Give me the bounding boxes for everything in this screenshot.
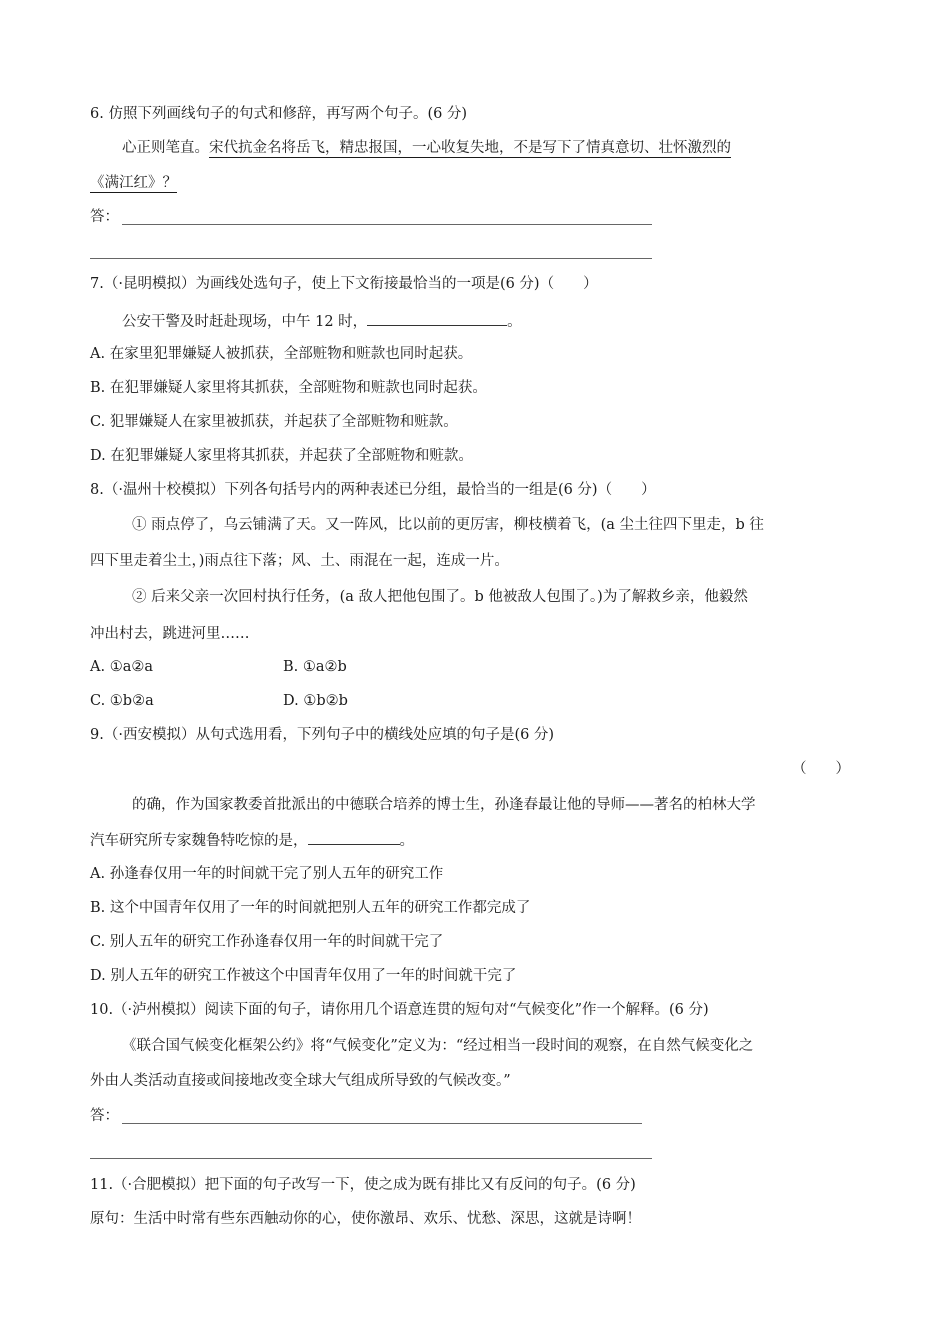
q8-option-a[interactable]: A. ①a②a: [90, 659, 153, 675]
q6-lead: 心正则笔直。: [122, 140, 209, 156]
q7-option-b[interactable]: B. 在犯罪嫌疑人家里将其抓获，全部赃物和赃款也同时起获。: [90, 380, 487, 396]
q10-context-2: 外由人类活动直接或间接地改变全球大气组成所导致的气候改变。”: [90, 1073, 511, 1089]
q9-blank[interactable]: [308, 830, 400, 845]
q10-answer-label: 答：: [90, 1108, 119, 1124]
q10-answer-line-1[interactable]: [122, 1123, 642, 1124]
q8-sentence1-line1: ① 雨点停了，乌云铺满了天。又一阵风，比以前的更厉害，柳枝横着飞，(a 尘土往四下里走，b 往: [132, 517, 764, 533]
q11-stem: 11.（·合肥模拟）把下面的句子改写一下，使之成为既有排比又有反问的句子。(6 分): [90, 1177, 636, 1193]
q9-context-2: [90, 830, 414, 851]
q6-answer-label: 答：: [90, 209, 119, 225]
q9-option-d[interactable]: D. 别人五年的研究工作被这个中国青年仅用了一年的时间就干完了: [90, 968, 517, 984]
q9-option-a[interactable]: A. 孙逢春仅用一年的时间就干完了别人五年的研究工作: [90, 866, 444, 882]
q11-original: 原句：生活中时常有些东西触动你的心，使你激昂、欢乐、忧愁、深思，这就是诗啊！: [90, 1211, 641, 1227]
q10-stem: 10.（·泸州模拟）阅读下面的句子，请你用几个语意连贯的短句对“气候变化”作一个解释。(6 分): [90, 1002, 709, 1018]
q9-context-2-end: 。: [399, 833, 414, 849]
q8-option-b[interactable]: B. ①a②b: [283, 659, 347, 675]
q6-prompt: [122, 138, 731, 158]
q10-context-1: 《联合国气候变化框架公约》将“气候变化”定义为：“经过相当一段时间的观察，在自然气候变化之: [122, 1038, 754, 1054]
q8-sentence2-line1: ② 后来父亲一次回村执行任务，(a 敌人把他包围了。b 他被敌人包围了。)为了解救乡亲，他毅然: [132, 589, 748, 605]
q7-context-b: 。: [507, 314, 522, 330]
q6-answer-line-2[interactable]: [90, 258, 652, 259]
q9-option-c[interactable]: C. 别人五年的研究工作孙逢春仅用一年的时间就干完了: [90, 934, 444, 950]
q6-stem: 6. 仿照下列画线句子的句式和修辞，再写两个句子。(6 分): [90, 106, 468, 122]
q8-option-c[interactable]: C. ①b②a: [90, 693, 154, 709]
q9-context-1: 的确，作为国家教委首批派出的中德联合培养的博士生，孙逢春最让他的导师——著名的柏林大学: [132, 797, 756, 813]
q7-option-c[interactable]: C. 犯罪嫌疑人在家里被抓获，并起获了全部赃物和赃款。: [90, 414, 458, 430]
q7-context: [122, 311, 522, 332]
q7-stem: 7.（·昆明模拟）为画线处选句子，使上下文衔接最恰当的一项是(6 分)（ ）: [90, 276, 598, 292]
q8-sentence1-line2: 四下里走着尘土，)雨点往下落；风、土、雨混在一起，连成一片。: [90, 553, 509, 569]
q6-underlined-line2: [90, 173, 177, 193]
q10-answer-line-2[interactable]: [90, 1158, 652, 1159]
q8-option-d[interactable]: D. ①b②b: [283, 693, 348, 709]
q7-option-d[interactable]: D. 在犯罪嫌疑人家里将其抓获，并起获了全部赃物和赃款。: [90, 448, 473, 464]
q7-option-a[interactable]: A. 在家里犯罪嫌疑人被抓获，全部赃物和赃款也同时起获。: [90, 346, 473, 362]
q6-answer-line-1[interactable]: [122, 224, 652, 225]
q9-answer-bracket[interactable]: （ ）: [792, 761, 850, 777]
q9-context-2-text: 汽车研究所专家魏鲁特吃惊的是，: [90, 833, 308, 849]
q7-context-a: 公安干警及时赶赴现场，中午 12 时，: [122, 314, 368, 330]
q6-underlined-1: 宋代抗金名将岳飞，精忠报国，一心收复失地，不是写下了情真意切、壮怀激烈的: [209, 140, 731, 156]
q9-option-b[interactable]: B. 这个中国青年仅用了一年的时间就把别人五年的研究工作都完成了: [90, 900, 531, 916]
q9-stem: 9.（·西安模拟）从句式选用看，下列句子中的横线处应填的句子是(6 分): [90, 727, 555, 743]
q8-sentence2-line2: 冲出村去，跳进河里……: [90, 626, 250, 642]
q7-blank[interactable]: [367, 311, 507, 326]
q8-stem: 8.（·温州十校模拟）下列各句括号内的两种表述已分组，最恰当的一组是(6 分)（ ）: [90, 482, 656, 498]
q6-underlined-2: 《满江红》？: [90, 175, 177, 191]
